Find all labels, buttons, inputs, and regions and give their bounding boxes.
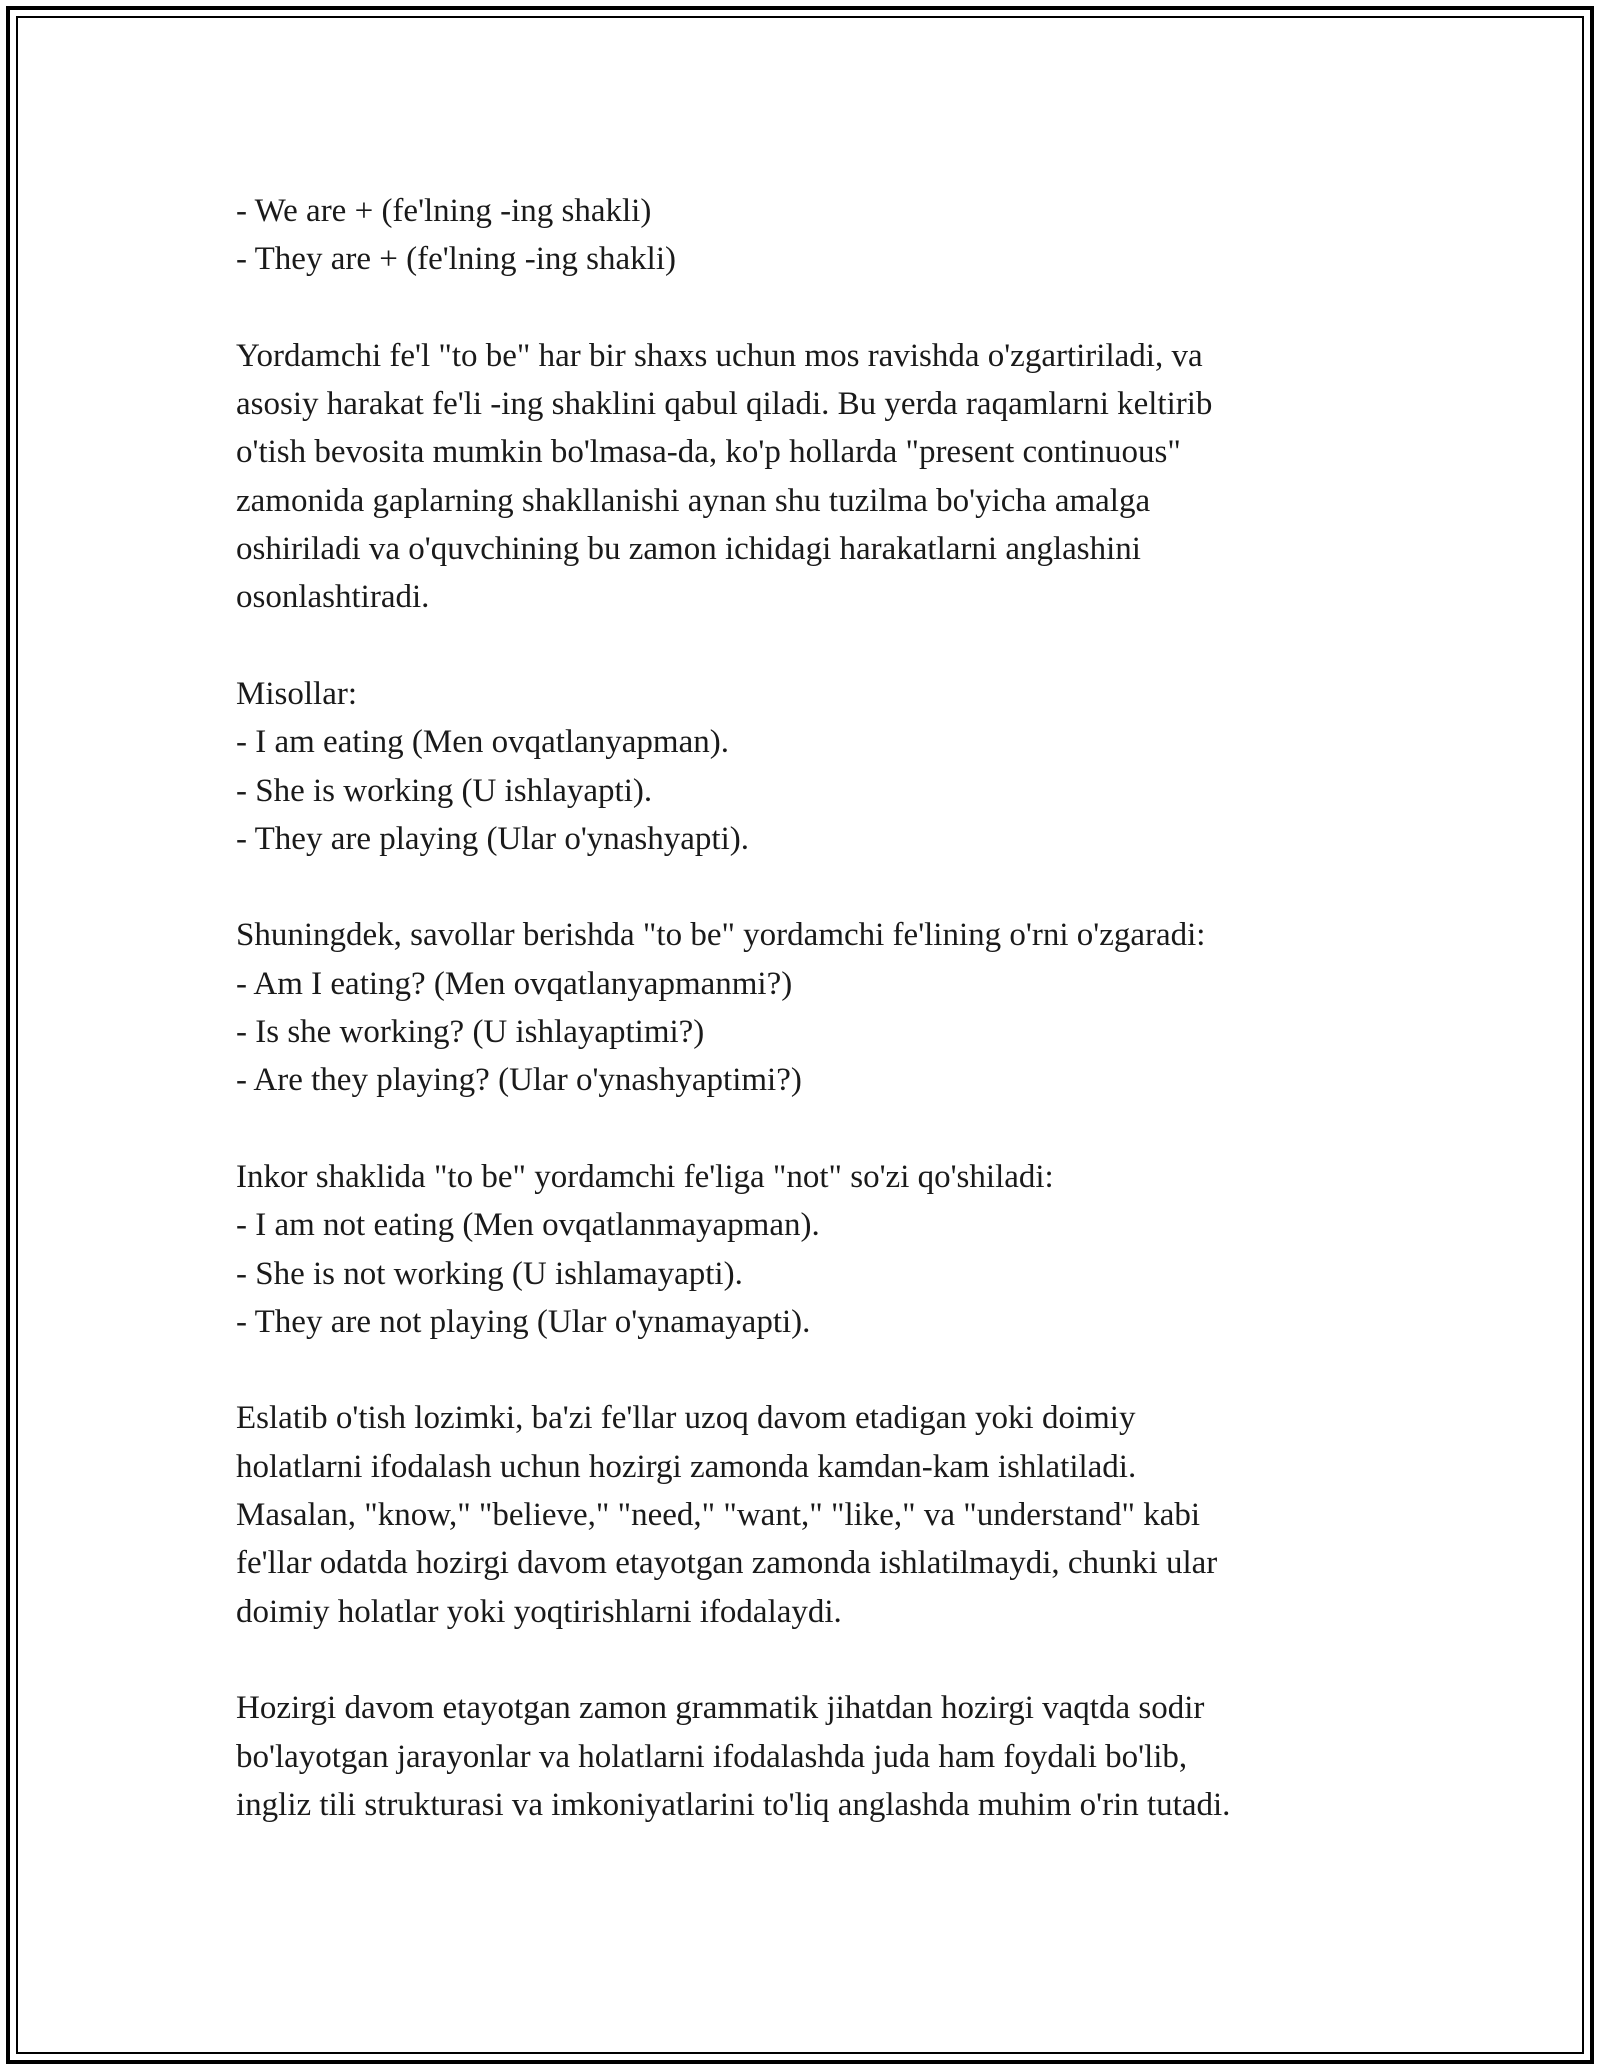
- negatives-intro: Inkor shaklida "to be" yordamchi fe'liga "not" so'zi qo'shiladi:: [236, 1158, 1054, 1195]
- paragraph-line: holatlarni ifodalash uchun hozirgi zamonda kamdan-kam ishlatiladi.: [236, 1448, 1137, 1485]
- paragraph-conclusion: [236, 1684, 1416, 1829]
- questions-section: [236, 911, 1416, 1104]
- list-item: - They are not playing (Ular o'ynamayapti).: [236, 1303, 811, 1340]
- list-item: - They are + (fe'lning -ing shakli): [236, 241, 676, 278]
- list-item: - I am not eating (Men ovqatlanmayapman).: [236, 1207, 820, 1244]
- examples-section: [236, 670, 1416, 863]
- list-item: - Is she working? (U ishlayaptimi?): [236, 1014, 705, 1051]
- list-item: - Am I eating? (Men ovqatlanyapmanmi?): [236, 965, 793, 1002]
- paragraph-stative-verbs: [236, 1394, 1416, 1635]
- paragraph-line: Hozirgi davom etayotgan zamon grammatik jihatdan hozirgi vaqtda sodir: [236, 1690, 1205, 1727]
- list-item: - Are they playing? (Ular o'ynashyaptimi?): [236, 1062, 802, 1099]
- negatives-section: [236, 1153, 1416, 1346]
- paragraph-line: fe'llar odatda hozirgi davom etayotgan zamonda ishlatilmaydi, chunki ular: [236, 1545, 1218, 1582]
- paragraph-line: ingliz tili strukturasi va imkoniyatlarini to'liq anglashda muhim o'rin tutadi.: [236, 1786, 1231, 1823]
- paragraph-line: doimiy holatlar yoki yoqtirishlarni ifodalaydi.: [236, 1593, 842, 1630]
- document-body: [236, 187, 1416, 1877]
- intro-list: [236, 187, 1416, 284]
- paragraph-line: Masalan, "know," "believe," "need," "want," "like," va "understand" kabi: [236, 1497, 1201, 1534]
- paragraph-line: zamonida gaplarning shakllanishi aynan shu tuzilma bo'yicha amalga: [236, 482, 1151, 519]
- list-item: - She is working (U ishlayapti).: [236, 772, 653, 809]
- list-item: - She is not working (U ishlamayapti).: [236, 1255, 743, 1292]
- paragraph-line: oshiriladi va o'quvchining bu zamon ichidagi harakatlarni anglashini: [236, 531, 1141, 568]
- paragraph-line: o'tish bevosita mumkin bo'lmasa-da, ko'p hollarda "present continuous": [236, 434, 1181, 471]
- paragraph-line: Eslatib o'tish lozimki, ba'zi fe'llar uzoq davom etadigan yoki doimiy: [236, 1400, 1136, 1437]
- list-item: - I am eating (Men ovqatlanyapman).: [236, 724, 729, 761]
- paragraph-line: Yordamchi fe'l "to be" har bir shaxs uchun mos ravishda o'zgartiriladi, va: [236, 337, 1203, 374]
- paragraph-line: asosiy harakat fe'li -ing shaklini qabul qiladi. Bu yerda raqamlarni keltirib: [236, 386, 1213, 423]
- examples-heading: Misollar:: [236, 675, 357, 712]
- paragraph-to-be-explanation: [236, 332, 1416, 622]
- paragraph-line: bo'layotgan jarayonlar va holatlarni ifodalashda juda ham foydali bo'lib,: [236, 1738, 1188, 1775]
- paragraph-line: osonlashtiradi.: [236, 579, 430, 616]
- list-item: - We are + (fe'lning -ing shakli): [236, 193, 652, 229]
- questions-intro: Shuningdek, savollar berishda "to be" yordamchi fe'lining o'rni o'zgaradi:: [236, 917, 1206, 954]
- list-item: - They are playing (Ular o'ynashyapti).: [236, 820, 749, 857]
